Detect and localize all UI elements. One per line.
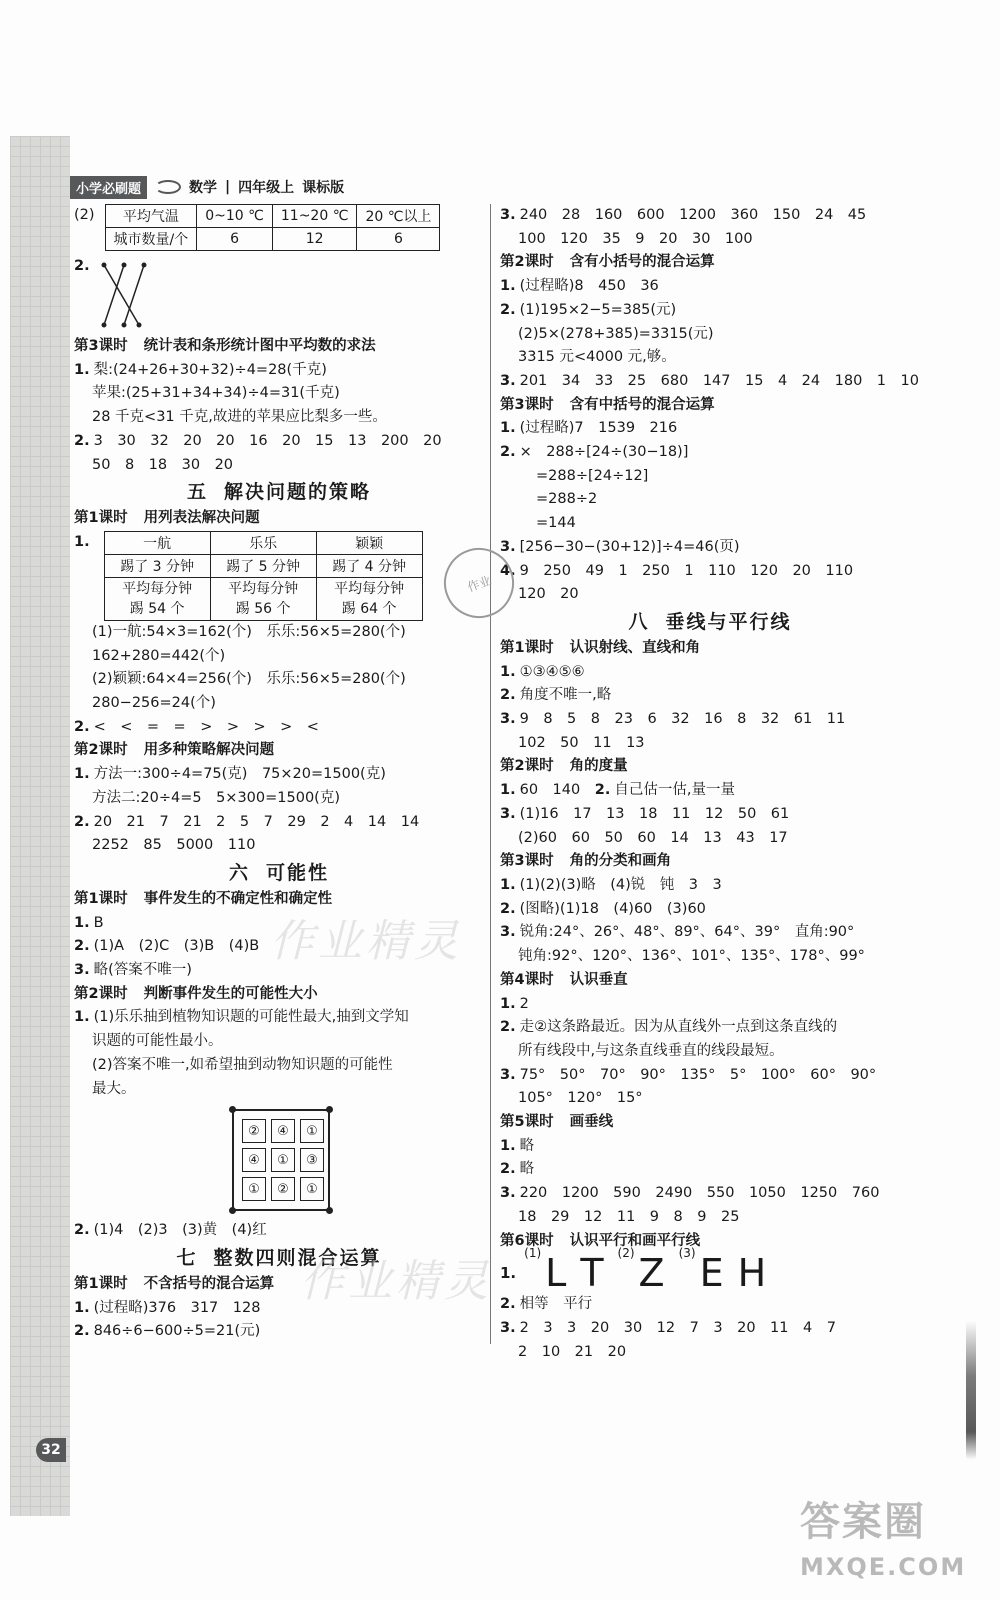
answer-line: =144 <box>536 515 576 532</box>
answer-text: 相等 平行 <box>519 1296 593 1313</box>
column-divider <box>490 204 491 1344</box>
lesson-number: 第2课时 <box>74 742 128 759</box>
answer-text: 方法一:300÷4=75(克) 75×20=1500(克) <box>93 766 386 783</box>
answer-line: (2)颖颖:64×4=256(个) 乐乐:56×5=280(个) <box>92 671 406 688</box>
answer-line <box>74 430 484 454</box>
parallel-letters-line <box>500 1246 920 1296</box>
answer-text: (1)195×2−5=385(元) <box>519 301 677 318</box>
question-number: 1. <box>74 361 90 378</box>
answer-line <box>74 359 484 383</box>
lesson-title: 角的度量 <box>569 758 628 775</box>
matching-lines-diagram <box>94 255 154 335</box>
question-number: 2. <box>594 782 611 799</box>
lesson-number: 第4课时 <box>500 971 554 988</box>
left-column <box>74 204 484 1344</box>
question-number: 3. <box>500 372 516 389</box>
letter-glyph: T <box>580 1251 604 1296</box>
section-heading <box>500 607 920 637</box>
header-edition: 课标版 <box>302 180 345 196</box>
question-number: 3. <box>500 1185 516 1202</box>
header-subject: 数学 <box>189 180 218 196</box>
lesson-number: 第2课时 <box>74 985 128 1002</box>
answer-text: 略 <box>519 1161 535 1178</box>
question-number: 1. <box>74 533 90 550</box>
section-title: 整数四则混合运算 <box>213 1246 382 1269</box>
question-number: 1. <box>74 766 90 783</box>
section-number: 七 <box>176 1246 198 1269</box>
page-number: 32 <box>36 1438 66 1462</box>
kick-table-block <box>74 531 484 621</box>
answer-text: (1)(2)(3)略 (4)锐 钝 3 3 <box>519 876 722 893</box>
answer-line: 最大。 <box>92 1080 136 1097</box>
section-number: 五 <box>186 481 208 504</box>
lesson-number: 第3课时 <box>74 338 128 354</box>
table-cell: 踢了 4 分钟 <box>316 554 422 577</box>
answer-line: 苹果:(25+31+34+34)÷4=31(千克) <box>92 385 340 402</box>
probability-grid <box>232 1109 330 1211</box>
table-cell: 0~10 ℃ <box>197 205 273 228</box>
grid-corner-dot <box>326 1106 333 1113</box>
matching-diagram-block <box>74 255 484 335</box>
question-number: 2. <box>74 432 90 449</box>
question-number: 2. <box>500 444 516 461</box>
table-cell: 20 ℃以上 <box>357 205 440 228</box>
answer-line: 识题的可能性最小。 <box>92 1033 223 1050</box>
answer-line <box>500 1064 920 1088</box>
answer-text: 220 1200 590 2490 550 1050 1250 760 <box>519 1185 880 1202</box>
question-number: 1. <box>74 1009 90 1026</box>
letter-glyph: H <box>737 1251 767 1296</box>
question-number: 2. <box>500 1161 516 1178</box>
answer-line: =288÷[24÷12] <box>536 467 649 484</box>
answer-line <box>500 1158 920 1182</box>
answer-text: ①③④⑤⑥ <box>519 663 585 680</box>
table-cell: 平均每分钟 踢 54 个 <box>104 577 210 620</box>
scan-edge-mark <box>966 1320 976 1460</box>
section-heading <box>74 858 484 888</box>
answer-line: (2)答案不唯一,如希望抽到动物知识题的可能性 <box>92 1056 393 1073</box>
table-cell: 平均每分钟 踢 64 个 <box>316 577 422 620</box>
answer-line: 2 10 21 20 <box>518 1343 627 1360</box>
lesson-heading <box>500 251 920 275</box>
answer-line: 102 50 11 13 <box>518 734 645 751</box>
table-cell: 6 <box>197 228 273 251</box>
question-number: 2. <box>500 301 516 318</box>
table-cell: 城市数量/个 <box>105 228 197 251</box>
answer-text: 240 28 160 600 1200 360 150 24 45 <box>519 207 867 223</box>
site-logo-en: MXQE.COM <box>800 1553 967 1581</box>
lesson-number: 第1课时 <box>500 639 554 656</box>
table-cell: 踢了 3 分钟 <box>104 554 210 577</box>
question-number: 1. <box>500 663 516 680</box>
answer-text: 846÷6−600÷5=21(元) <box>93 1323 261 1340</box>
answer-text: (1)16 17 13 18 11 12 50 61 <box>519 805 790 822</box>
question-number: 2. <box>74 258 90 274</box>
question-number: 1. <box>74 1299 90 1316</box>
answer-text: 2 3 3 20 30 12 7 3 20 11 4 7 <box>519 1319 836 1336</box>
answer-line <box>500 803 920 827</box>
section-title: 可能性 <box>266 861 330 884</box>
answer-line: 105° 120° 15° <box>518 1090 643 1107</box>
letter-glyph: Z <box>638 1251 665 1296</box>
stamp-seal: 作业 <box>434 538 524 628</box>
answer-line <box>500 1293 920 1317</box>
grid-cell: ④ <box>242 1148 266 1172</box>
answer-text: (1)4 (2)3 (3)黄 (4)红 <box>93 1222 267 1239</box>
grid-cell: ② <box>242 1119 266 1143</box>
lesson-heading <box>74 507 484 531</box>
section-number: 八 <box>628 610 650 633</box>
answer-line <box>500 661 920 685</box>
lesson-heading <box>500 637 920 661</box>
answer-text: 2 <box>519 995 529 1012</box>
answer-line <box>500 417 920 441</box>
answer-line <box>500 1317 920 1341</box>
lesson-number: 第3课时 <box>500 853 554 870</box>
table-cell: 踢了 5 分钟 <box>210 554 316 577</box>
answer-text: (过程略)7 1539 216 <box>519 420 678 437</box>
answer-text: < < = = > > > > < <box>93 718 319 735</box>
grid-corner-dot <box>229 1207 236 1214</box>
question-number: 2. <box>74 813 90 830</box>
answer-line <box>500 1135 920 1159</box>
answer-line: 钝角:92°、120°、136°、101°、135°、178°、99° <box>518 948 865 965</box>
table-cell: 乐乐 <box>210 531 316 554</box>
lesson-number: 第6课时 <box>500 1232 554 1249</box>
lesson-title: 用列表法解决问题 <box>143 510 260 527</box>
question-number: 1. <box>500 420 516 437</box>
lesson-number: 第3课时 <box>500 396 554 413</box>
header-grade: 四年级上 <box>238 180 295 196</box>
answer-line: 所有线段中,与这条直线垂直的线段最短。 <box>518 1042 784 1059</box>
answer-line <box>74 811 484 835</box>
lesson-heading <box>500 394 920 418</box>
question-number: 2. <box>500 900 516 917</box>
answer-line <box>500 299 920 323</box>
answer-text: 角度不唯一,略 <box>519 687 612 704</box>
answer-line <box>500 874 920 898</box>
lesson-heading <box>500 1230 920 1254</box>
question-number: 1. <box>500 782 516 799</box>
answer-line <box>500 1182 920 1206</box>
answer-line <box>500 560 920 584</box>
lesson-number: 第2课时 <box>500 758 554 775</box>
lesson-title: 含有中括号的混合运算 <box>569 396 715 413</box>
question-number: 1. <box>500 995 516 1012</box>
answer-line <box>500 275 920 299</box>
table-cell: 6 <box>357 228 440 251</box>
sub-label: (2) <box>617 1246 635 1261</box>
lesson-title: 事件发生的不确定性和确定性 <box>143 890 333 907</box>
question-number: 2. <box>500 1019 516 1036</box>
lesson-heading <box>74 983 484 1007</box>
lesson-title: 画垂线 <box>569 1114 614 1131</box>
answer-line <box>500 898 920 922</box>
grid-cell: ④ <box>271 1119 295 1143</box>
table-cell: 12 <box>272 228 357 251</box>
answer-text: 略(答案不唯一) <box>93 962 192 979</box>
answer-text: 锐角:24°、26°、48°、89°、64°、39° 直角:90° <box>519 924 855 941</box>
letter-glyph: L <box>545 1251 567 1296</box>
answer-line <box>500 204 920 228</box>
lesson-number: 第1课时 <box>74 1275 128 1292</box>
question-number: 3. <box>74 962 90 979</box>
answer-text: [256−30−(30+12)]÷4=46(页) <box>519 538 740 555</box>
grid-corner-dot <box>229 1106 236 1113</box>
answer-text: (过程略)8 450 36 <box>519 278 659 295</box>
lesson-heading <box>74 739 484 763</box>
answer-line <box>500 708 920 732</box>
kick-table <box>104 531 423 621</box>
lesson-heading <box>500 755 920 779</box>
site-logo <box>800 1490 990 1590</box>
grid-cell: ① <box>271 1148 295 1172</box>
answer-text: (图略)(1)18 (4)60 (3)60 <box>519 900 706 917</box>
question-number: 3. <box>500 207 516 223</box>
lesson-title: 不含括号的混合运算 <box>143 1275 275 1292</box>
site-logo-cn: 答案圈 <box>800 1499 926 1545</box>
question-number: 2. <box>74 1323 90 1340</box>
question-number: 1. <box>74 914 90 931</box>
answer-line <box>500 993 920 1017</box>
answer-text: (1)A (2)C (3)B (4)B <box>93 938 260 955</box>
lesson-heading <box>500 850 920 874</box>
header-separator: | <box>225 179 231 195</box>
table-cell: 平均每分钟 踢 56 个 <box>210 577 316 620</box>
answer-line: 18 29 12 11 9 8 9 25 <box>518 1208 740 1225</box>
question-number: 3. <box>500 924 516 941</box>
question-number: 1. <box>500 1264 517 1283</box>
answer-text: 梨:(24+26+30+32)÷4=28(千克) <box>93 361 327 378</box>
answer-line <box>74 1320 484 1344</box>
question-number: 2. <box>500 687 516 704</box>
answer-line: =288÷2 <box>536 491 598 508</box>
temperature-table-block <box>74 204 484 251</box>
answer-line <box>74 1006 484 1030</box>
watermark-text: 作业精灵 <box>300 1256 492 1307</box>
answer-text: 201 34 33 25 680 147 15 4 24 180 1 10 <box>519 372 919 389</box>
answer-text: 自己估一估,量一量 <box>614 782 735 799</box>
question-number: 1. <box>500 278 516 295</box>
lesson-number: 第2课时 <box>500 254 554 271</box>
answer-line: 3315 元<4000 元,够。 <box>518 349 676 366</box>
answer-line: 方法二:20÷4=5 5×300=1500(克) <box>92 789 341 806</box>
lesson-title: 判断事件发生的可能性大小 <box>143 985 318 1002</box>
letter-glyph: E <box>699 1251 724 1296</box>
answer-text: 走②这条路最近。因为从直线外一点到这条直线的 <box>519 1019 838 1036</box>
answer-line: (1)一航:54×3=162(个) 乐乐:56×5=280(个) <box>92 623 406 640</box>
lesson-title: 认识垂直 <box>569 971 628 988</box>
answer-line: (2)5×(278+385)=3315(元) <box>518 325 714 342</box>
answer-line <box>500 370 920 394</box>
grid-cell: ① <box>300 1119 324 1143</box>
temperature-table <box>105 204 441 251</box>
answer-text: (1)乐乐抽到植物知识题的可能性最大,抽到文学知 <box>93 1009 409 1026</box>
right-column <box>500 204 920 1364</box>
question-number: 4. <box>500 562 516 579</box>
answer-text: B <box>93 914 104 931</box>
answer-line <box>500 1016 920 1040</box>
answer-line: 162+280=442(个) <box>92 647 226 664</box>
answer-line <box>500 684 920 708</box>
answer-line: 2252 85 5000 110 <box>92 837 256 854</box>
lesson-title: 含有小括号的混合运算 <box>569 254 715 271</box>
answer-text: 3 30 32 20 20 16 20 15 13 200 20 <box>93 432 442 449</box>
lesson-heading <box>500 969 920 993</box>
answer-text: 略 <box>519 1137 535 1154</box>
lesson-title: 统计表和条形统计图中平均数的求法 <box>143 338 376 354</box>
grid-cell: ① <box>242 1177 266 1201</box>
answer-text: (过程略)376 317 128 <box>93 1299 261 1316</box>
section-heading <box>74 477 484 507</box>
table-cell: 一航 <box>104 531 210 554</box>
side-band <box>10 136 70 1516</box>
section-number: 六 <box>228 861 250 884</box>
lesson-title: 角的分类和画角 <box>569 853 672 870</box>
lesson-number: 第5课时 <box>500 1114 554 1131</box>
table-cell: 11~20 ℃ <box>272 205 357 228</box>
lesson-heading <box>74 335 484 359</box>
question-number: 3. <box>500 1319 516 1336</box>
answer-line: 50 8 18 30 20 <box>92 456 234 473</box>
lesson-title: 认识射线、直线和角 <box>569 639 701 656</box>
question-number: 3. <box>500 805 516 822</box>
answer-text: × 288÷[24÷(30−18)] <box>519 444 689 461</box>
question-number: 3. <box>500 1066 516 1083</box>
answer-line: 28 千克<31 千克,故进的苹果应比梨多一些。 <box>92 409 387 426</box>
answer-text: 60 140 <box>519 782 595 799</box>
answer-line <box>74 716 484 740</box>
grid-cell: ② <box>271 1177 295 1201</box>
question-number: 1. <box>500 1137 516 1154</box>
lesson-heading <box>500 1111 920 1135</box>
answer-text: 9 250 49 1 250 1 110 120 20 110 <box>519 562 854 579</box>
page-header <box>70 174 344 200</box>
table-cell: 平均气温 <box>105 205 197 228</box>
watermark-text: 作业精灵 <box>270 916 462 967</box>
question-number: 2. <box>74 718 90 735</box>
answer-line <box>500 921 920 945</box>
sub-label: (1) <box>524 1246 542 1261</box>
answer-line: 120 20 <box>518 586 579 603</box>
lesson-number: 第1课时 <box>74 510 128 527</box>
answer-text: 75° 50° 70° 90° 135° 5° 100° 60° 90° <box>519 1066 877 1083</box>
grid-corner-dot <box>326 1207 333 1214</box>
answer-line: 100 120 35 9 20 30 100 <box>518 230 753 247</box>
table-cell: 颖颖 <box>316 531 422 554</box>
question-number: 2. <box>74 938 90 955</box>
lesson-title: 用多种策略解决问题 <box>143 742 275 759</box>
table-label: (2) <box>74 207 95 223</box>
lesson-number: 第1课时 <box>74 890 128 907</box>
answer-text: 9 8 5 8 23 6 32 16 8 32 61 11 <box>519 711 846 728</box>
question-number: 2. <box>74 1222 90 1239</box>
answer-text: 20 21 7 21 2 5 7 29 2 4 14 14 <box>93 813 420 830</box>
lesson-title: 认识平行和画平行线 <box>569 1232 701 1249</box>
sub-label: (3) <box>678 1246 696 1261</box>
question-number: 3. <box>500 538 516 555</box>
grid-cell: ① <box>300 1177 324 1201</box>
answer-line <box>500 441 920 465</box>
answer-line: 280−256=24(个) <box>92 695 216 712</box>
question-number: 1. <box>500 876 516 893</box>
section-title: 解决问题的策略 <box>224 481 372 504</box>
answer-line: (2)60 60 50 60 14 13 43 17 <box>518 829 788 846</box>
answer-line <box>500 779 920 803</box>
question-number: 3. <box>500 711 516 728</box>
answer-line <box>500 536 920 560</box>
brand-swoosh-icon <box>155 180 181 194</box>
answer-line <box>74 763 484 787</box>
brand-label: 小学必刷题 <box>70 176 147 199</box>
section-title: 垂线与平行线 <box>665 610 792 633</box>
question-number: 2. <box>500 1296 516 1313</box>
grid-cell: ③ <box>300 1148 324 1172</box>
answer-line <box>74 1219 484 1243</box>
